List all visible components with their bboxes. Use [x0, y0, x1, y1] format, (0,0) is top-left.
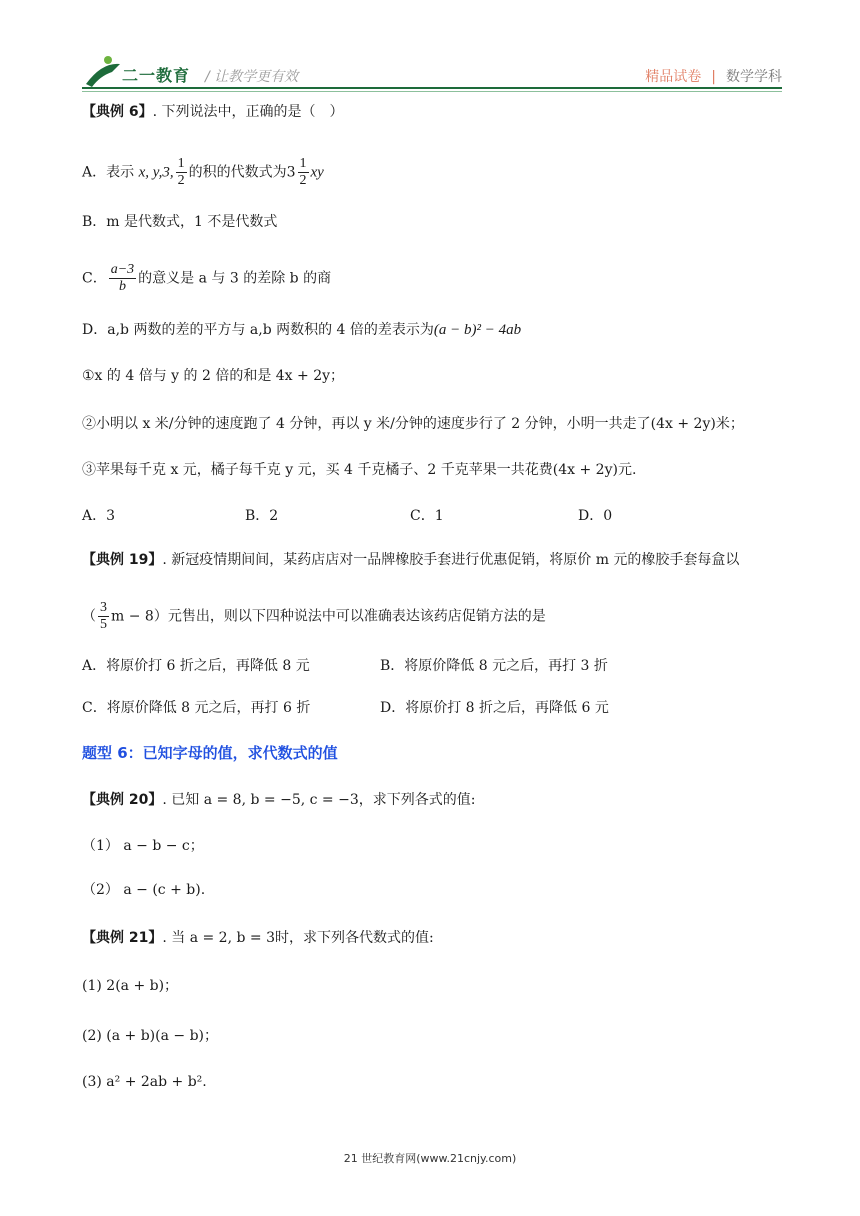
q19-line2 [82, 600, 546, 633]
q6-tag: 【典例 6】 [82, 104, 153, 120]
q6-c-num: a−3 [110, 262, 135, 277]
header-separator: | [711, 69, 716, 85]
q20-tag: 【典例 20】 [82, 792, 163, 808]
q6-a-frac2 [298, 156, 309, 189]
q21-part-1: (1) 2(a + b)； [82, 978, 179, 994]
q21-tag: 【典例 21】 [82, 930, 163, 946]
q6-d-pre: D． [82, 322, 108, 338]
q20-part-2: （2） a − (c + b). [82, 882, 206, 898]
q19-line2-text: m − 8）元售出，则以下四种说法中可以准确表达该药店促销方法的是 [111, 608, 546, 625]
q6-a-pre: A．表示 [82, 164, 135, 181]
q6-statement-2: ②小明以 x 米/分钟的速度跑了 4 分钟，再以 y 米/分钟的速度步行了 2 分钟，小明一共走了(4x + 2y)米； [82, 416, 744, 432]
q19-tag: 【典例 19】 [82, 552, 163, 568]
header-rule [82, 87, 782, 89]
q6-a-frac [176, 156, 187, 189]
q19-choice-a: A．将原价打 6 折之后，再降低 8 元 [82, 658, 310, 674]
q6-choice-d: D．0 [578, 508, 613, 524]
q6-c-pre: C． [82, 270, 107, 287]
q19-choice-b: B．将原价降低 8 元之后，再打 3 折 [380, 658, 608, 674]
q19-choice-d: D．将原价打 8 折之后，再降低 6 元 [380, 700, 609, 716]
q21-stem-text: . 当 a = 2, b = 3时，求下列各代数式的值: [162, 930, 434, 946]
q21-part-2: (2) (a + b)(a − b)； [82, 1028, 219, 1044]
section-title: 题型 6：已知字母的值，求代数式的值 [82, 744, 338, 762]
q21-stem [82, 928, 434, 948]
q6-choice-c: C．1 [410, 508, 444, 524]
q6-a-vars: x, y,3, [138, 164, 174, 181]
q6-c-frac [109, 262, 136, 295]
q6-c-den: b [118, 279, 126, 294]
frac-num: 1 [177, 156, 185, 171]
q20-stem [82, 790, 475, 810]
header-subject-name: 数学学科 [726, 69, 782, 85]
q6-a-whole: 3 [286, 164, 296, 181]
q6-c-post: 的意义是 a 与 3 的差除 b 的商 [138, 270, 332, 287]
logo-text: 二一教育 [122, 66, 191, 85]
q19-stem [82, 550, 739, 570]
q6-option-d [82, 320, 521, 340]
frac-den: 2 [299, 173, 307, 188]
q6-stem-text: . 下列说法中，正确的是（ ） [152, 104, 344, 120]
q6-a-mid: 的积的代数式为 [188, 164, 287, 181]
q19-frac [98, 600, 109, 633]
q6-choice-b: B．2 [245, 508, 279, 524]
q6-statement-3: ③苹果每千克 x 元，橘子每千克 y 元，买 4 千克橘子、2 千克苹果一共花费(4x + 2y)元. [82, 462, 637, 478]
header-label: 精品试卷 [645, 69, 702, 85]
q6-option-b: B．m 是代数式，1 不是代数式 [82, 214, 278, 230]
q6-statement-1: ①x 的 4 倍与 y 的 2 倍的和是 4x + 2y； [82, 368, 345, 384]
q6-a-tail: xy [310, 164, 324, 181]
q19-choice-c: C．将原价降低 8 元之后，再打 6 折 [82, 700, 311, 716]
q6-option-c [82, 262, 331, 295]
page-footer: 21 世纪教育网(www.21cnjy.com) [343, 1152, 517, 1165]
q19-line2-pre: （ [82, 608, 96, 625]
frac-num: 3 [100, 600, 107, 615]
q21-part-3: (3) a² + 2ab + b². [82, 1074, 207, 1090]
q6-choice-a: A．3 [82, 508, 116, 524]
frac-den: 2 [177, 173, 185, 188]
q20-part-1: （1） a − b − c； [82, 838, 204, 854]
header-rule-thin [82, 91, 782, 92]
q6-d-expr: (a − b)² − 4ab [433, 322, 522, 338]
q6-stem [82, 102, 344, 122]
q6-option-a [82, 156, 324, 189]
page-header [0, 0, 860, 92]
frac-den: 5 [100, 617, 107, 632]
header-subject [645, 66, 782, 86]
q19-stem-text: . 新冠疫情期间间，某药店店对一品牌橡胶手套进行优惠促销，将原价 m 元的橡胶手套每盒以 [162, 552, 740, 568]
frac-num: 1 [299, 156, 307, 171]
q6-d-text: a,b 两数的差的平方与 a,b 两数积的 4 倍的差表示为 [107, 322, 434, 338]
slogan: / 让教学更有效 [205, 69, 299, 85]
q20-stem-text: . 已知 a = 8, b = −5, c = −3，求下列各式的值: [162, 792, 476, 808]
